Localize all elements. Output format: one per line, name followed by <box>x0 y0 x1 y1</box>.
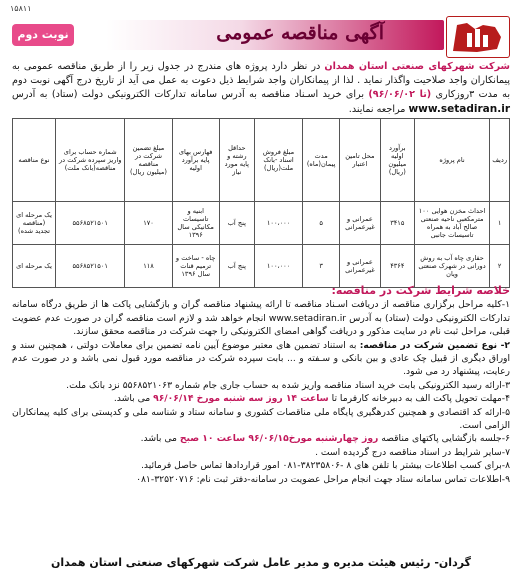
intro-text-1: در نظر دارد پروژه های مندرج در جدول زیر را از طریق مناقصه عمومی به پیمانکاران واجد صلاحیت واگذار نماید . لذا از پیمانکاران واجد شرایط ذیل دعوت به عمل می آید از تاریخ درج آگهی نوبت دوم به مدت ۳روزکاری <box>12 61 510 100</box>
intro-text-3: مراجعه نمایند. <box>348 104 409 115</box>
logo-icon <box>447 17 509 57</box>
page-title: آگهی مناقصه عمومی <box>216 22 384 44</box>
condition-4 <box>12 392 510 405</box>
header-tender-type: نوع مناقصه <box>13 119 56 202</box>
header-row-number: ردیف <box>490 119 510 202</box>
intro-paragraph <box>12 60 510 117</box>
header-grade: حداقل رشته و پایه مورد نیاز <box>219 119 254 202</box>
header-project-name: نام پروژه <box>414 119 489 202</box>
table-header-row <box>13 119 510 202</box>
signature-footer: گردان- رئیس هیئت مدیره و مدیر عامل شرکت شهرکهای صنعتی استان همدان <box>51 556 471 569</box>
organization-name: شرکت شهرکهای صنعتی استان همدان <box>324 61 510 72</box>
cell-duration: ۵ <box>303 202 340 245</box>
condition-2-text: به استناد تضمین های معتبر موضوع آیین نامه تضمین برای معاملات دولتی ، همچنین سند و اوراق دیگری از قبیل چک عادی و بین بانکی و سـفته و ... بابت سپرده شرکت در مناقصه مورد قبول نمی باشد و در صورت عدم رعایت، پیشنهاد رد می شود. <box>12 339 510 378</box>
condition-7: ۷-سایر شرایط در اسناد مناقصه درج گردیده است . <box>315 446 510 458</box>
advertisement <box>4 2 514 574</box>
cell-document-price: ۱۰۰،۰۰۰ <box>254 245 302 288</box>
cell-guarantee: ۱۱۸ <box>125 245 172 288</box>
cell-estimate: ۳۴۱۵ <box>380 202 414 245</box>
condition-6-text-b: می باشد. <box>140 433 180 445</box>
condition-9: ۹-اطلاعات تماس سامانه ستاد جهت انجام مراحل عضویت در سامانه-دفتر ثبت نام: ۳۲۵۲۰۷۱۶-۰۸۱ <box>136 473 510 485</box>
condition-8: ۸-برای کسب اطلاعات بیشتر با تلفن های ۸ -۳۸۲۳۵۸۰۶-۰۸۱ امور قراردادها تماس حاصل فرمائید. <box>140 460 510 472</box>
header-document-price: مبلغ فروش اسناد -بانک ملت(ریال) <box>254 119 302 202</box>
round-badge: نوبت دوم <box>12 24 74 46</box>
cell-account: ۵۵۶۸۵۲۱۵۰۱ <box>56 202 125 245</box>
cell-price-list: ابنیه و تاسیسات مکانیکی سال ۱۳۹۶ <box>172 202 219 245</box>
header-estimate: برآورد اولیه میلیون (ریال) <box>380 119 414 202</box>
conditions-section <box>12 284 510 486</box>
cell-account: ۵۵۶۸۵۲۱۵۰۱ <box>56 245 125 288</box>
header-account: شماره حساب برای واریز سپرده شرکت در مناقصه(بانک ملت) <box>56 119 125 202</box>
header-guarantee: مبلغ تضمین شرکت در مناقصه (میلیون ریال) <box>125 119 172 202</box>
table-row <box>13 202 510 245</box>
condition-4-text-b: می باشد. <box>113 393 154 405</box>
cell-document-price: ۱۰۰،۰۰۰ <box>254 202 302 245</box>
cell-estimate: ۴۳۶۴ <box>380 245 414 288</box>
condition-6 <box>12 432 510 445</box>
condition-5: ۵-ارائه کد اقتصادی و همچنین کدرهگیری پایگاه ملی مناقصات کشوری و سامانه ستاد و شناسه ملی و کدپستی برای کلیه پیمانکاران الزامی است. <box>12 406 510 432</box>
cell-grade: پنج آب <box>219 202 254 245</box>
cell-project-name: احداث مخزن هوایی ۱۰۰ مترمکعبی ناحیه صنعتی صالح آباد به همراه تاسیسات جانبی <box>414 202 489 245</box>
cell-tender-type: یک مرحله ای (مناقصه تجدید شده) <box>13 202 56 245</box>
header-funding: محل تامین اعتبار <box>340 119 381 202</box>
company-logo <box>446 16 510 58</box>
condition-2 <box>12 339 510 379</box>
cell-grade: پنج آب <box>219 245 254 288</box>
cell-row-number: ۱ <box>490 202 510 245</box>
cell-project-name: حفاری چاه آب به روش دورانی در شهرک صنعتی ویان <box>414 245 489 288</box>
condition-4-text-a: ۴-مهلت تحویل پاکت الف به دبیرخانه کارفرما تا <box>328 393 510 405</box>
cell-funding: عمرانی و غیرعمرانی <box>340 245 381 288</box>
condition-1: ۱-کلیه مراحل برگزاری مناقصه از دریافت اسـناد مناقصه تا ارائه پیشنهاد مناقصه گران و بازگشایی پاکت ها از طریق درگاه سامانه تدارکات الکترونیکی دولت (ستاد) به آدرس www.setadiran.ir انجام خواهد شد و لازم است مناقصه گران در صورت عدم عضویت قبلی، مراحل ثبت نام در سایت مذکور و دریافت گواهی امضای الکترونیکی را جهت شرکت در مناقصه محقق سازند. <box>12 299 510 338</box>
intro-text-2: برای خرید اسـناد مناقصه به آدرس سامانه تدارکات الکترونیکی دولت (ستاد) به آدرس <box>12 89 369 100</box>
conditions-title: خلاصه شرایط شرکت در مناقصه: <box>331 284 510 297</box>
condition-4-deadline: ساعت ۱۴ روز سه شنبه مورخ ۹۶/۰۶/۱۴ <box>153 393 329 405</box>
title-banner <box>106 20 444 50</box>
cell-row-number: ۲ <box>490 245 510 288</box>
condition-2-label: ۲- نوع تضمین شرکت در مناقصه: <box>359 339 510 351</box>
cell-tender-type: یک مرحله ای <box>13 245 56 288</box>
condition-6-opening-date: روز چهارشنبه مورخ۹۶/۰۶/۱۵ ساعت ۱۰ صبح <box>179 433 379 445</box>
cell-duration: ۳ <box>303 245 340 288</box>
cell-guarantee: ۱۷۰ <box>125 202 172 245</box>
reference-number: ۱۵۸۱۱ <box>10 4 32 13</box>
projects-table <box>12 118 510 288</box>
cell-funding: عمرانی و غیرعمرانی <box>340 202 381 245</box>
header-price-list: فهارس بهای پایه برآورد اولیه <box>172 119 219 202</box>
cell-price-list: چاه - ساخت و ترمیم قنات سال ۱۳۹۶ <box>172 245 219 288</box>
deadline-date: (تا ۹۶/۰۶/۰۲) <box>368 89 432 100</box>
condition-3: ۳-ارائه رسید الکترونیکی بابت خرید اسناد مناقصه واریز شده به حساب جاری جام شماره ۵۵۶۸۵۲۱۰۶۳ نزد بانک ملت. <box>66 379 510 391</box>
website-link[interactable]: www.setadiran.ir <box>408 103 510 115</box>
header <box>12 16 510 56</box>
header-duration: مدت پیمان(ماه) <box>303 119 340 202</box>
condition-6-text-a: ۶-جلسه بازگشایی پاکتهای مناقصه <box>378 433 510 445</box>
table-row <box>13 245 510 288</box>
